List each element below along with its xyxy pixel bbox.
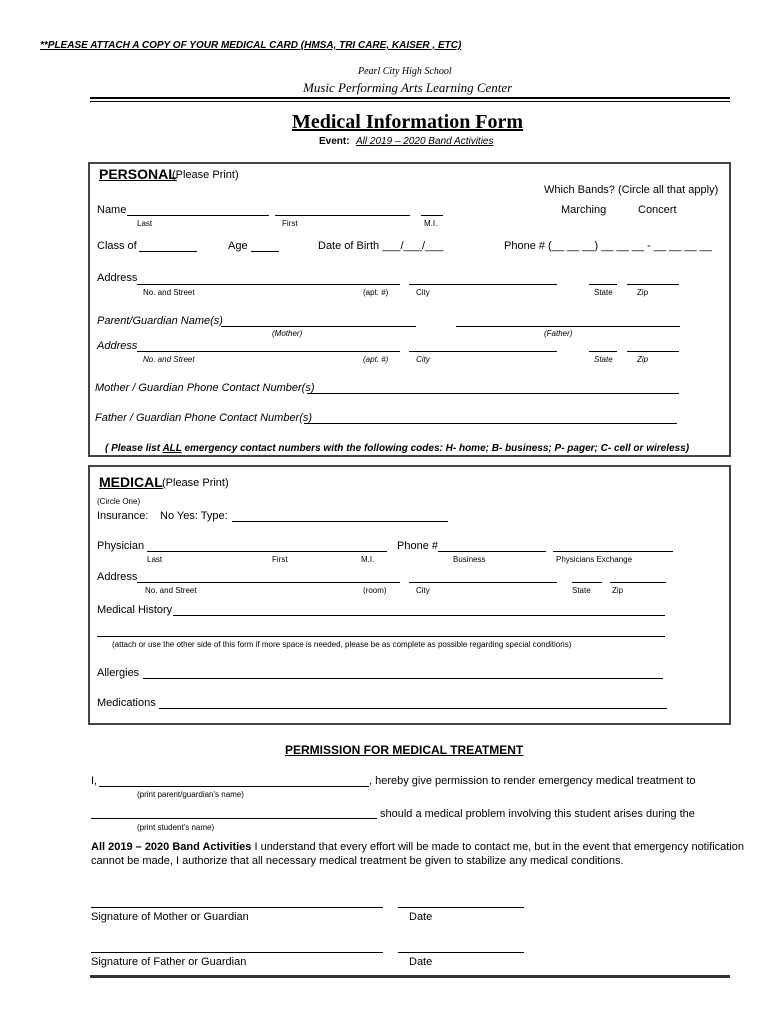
attach-card-notice: **PLEASE ATTACH A COPY OF YOUR MEDICAL CARD (HMSA, TRI CARE, KAISER , ETC) (40, 40, 462, 51)
city-field[interactable] (409, 284, 557, 285)
dob-field[interactable]: Date of Birth ___/___/___ (318, 240, 444, 252)
phys-sub-business: Business (453, 555, 486, 564)
history-note: (attach or use the other side of this form if more space is needed, please be as complete as possible regarding special conditions) (112, 640, 572, 649)
history-field[interactable] (173, 615, 665, 616)
personal-heading: PERSONAL (99, 166, 177, 182)
age-field[interactable] (251, 251, 279, 252)
form-title: Medical Information Form (292, 111, 524, 133)
phys-sub-zip: Zip (612, 586, 624, 595)
sub-street: No. and Street (143, 288, 195, 297)
mother-phone-label: Mother / Guardian Phone Contact Number(s) (95, 382, 315, 394)
city2-field[interactable] (409, 351, 557, 352)
phys-sub-exchange: Physicians Exchange (556, 555, 633, 564)
phys-address-label: Address (97, 571, 138, 583)
phys-zip-field[interactable] (610, 582, 666, 583)
perm-line1-post: , hereby give permission to render emergency medical treatment to (369, 775, 696, 787)
event-label: Event: (319, 136, 350, 147)
phys-sub-last: Last (147, 555, 163, 564)
sub-father: (Father) (544, 329, 573, 338)
perm-paragraph: All 2019 – 2020 Band Activities I understand that every effort will be made to contact me, but in the event that emergency notification (91, 841, 745, 853)
phys-street-field[interactable] (137, 582, 400, 583)
band-concert[interactable]: Concert (638, 204, 677, 216)
zip2-field[interactable] (627, 351, 679, 352)
sub-city2: City (416, 355, 430, 364)
insurance-options[interactable]: No Yes: Type: (160, 510, 228, 522)
parent-name-field[interactable] (99, 786, 369, 787)
sub-zip2: Zip (637, 355, 649, 364)
phys-sub-state: State (572, 586, 591, 595)
street2-field[interactable] (137, 351, 400, 352)
allergies-label: Allergies (97, 667, 140, 679)
zip-field[interactable] (627, 284, 679, 285)
sig-mother-label: Signature of Mother or Guardian (91, 911, 249, 923)
physician-label: Physician (97, 540, 145, 552)
school-name: Pearl City High School (358, 66, 452, 77)
mother-phone-field[interactable] (307, 393, 679, 394)
band-marching[interactable]: Marching (561, 204, 607, 216)
phys-sub-mi: M.I. (361, 555, 375, 564)
class-field[interactable] (139, 251, 197, 252)
date2-label: Date (409, 956, 433, 968)
sub-apt2: (apt. #) (363, 355, 389, 364)
guardian-label: Parent/Guardian Name(s) (97, 315, 223, 327)
sub-mother: (Mother) (272, 329, 303, 338)
phone-field[interactable]: Phone # (__ __ __) __ __ __ - __ __ __ __ (504, 240, 712, 252)
age-label: Age (228, 240, 248, 252)
allergies-field[interactable] (143, 678, 663, 679)
father-phone-label: Father / Guardian Phone Contact Number(s) (95, 412, 313, 424)
class-label: Class of (97, 240, 137, 252)
insurance-type-field[interactable] (232, 521, 448, 522)
sub-first: First (282, 219, 298, 228)
bands-question: Which Bands? (Circle all that apply) (544, 184, 719, 196)
insurance-label: Insurance: (97, 510, 149, 522)
phys-sub-first: First (272, 555, 288, 564)
date1-label: Date (409, 911, 433, 923)
history-label: Medical History (97, 604, 173, 616)
physician-phone-label: Phone # (397, 540, 438, 552)
physician-name-field[interactable] (147, 551, 387, 552)
date1-field[interactable] (398, 907, 524, 908)
phys-sub-room: (room) (363, 586, 387, 595)
phys-state-field[interactable] (572, 582, 602, 583)
medical-heading-note: (Please Print) (162, 477, 229, 489)
phys-sub-street: No. and Street (145, 586, 197, 595)
permission-heading: PERMISSION FOR MEDICAL TREATMENT (285, 743, 524, 757)
perm-line1-sub: (print parent/guardian's name) (137, 790, 244, 799)
sig-father-field[interactable] (91, 952, 383, 953)
sub-state2: State (594, 355, 613, 364)
medications-field[interactable] (159, 708, 667, 709)
physician-business-phone-field[interactable] (438, 551, 546, 552)
medications-label: Medications (97, 697, 156, 709)
sig-mother-field[interactable] (91, 907, 383, 908)
footer-rule (90, 975, 730, 978)
phys-city-field[interactable] (409, 582, 557, 583)
perm-line1-pre: I, (91, 775, 98, 787)
sig-father-label: Signature of Father or Guardian (91, 956, 247, 968)
mother-name-field[interactable] (221, 326, 416, 327)
name-label: Name (97, 204, 127, 216)
address2-label: Address (97, 340, 138, 352)
physician-exchange-field[interactable] (553, 551, 673, 552)
sub-state: State (594, 288, 613, 297)
sub-apt: (apt. #) (363, 288, 389, 297)
event-value: All 2019 – 2020 Band Activities (356, 136, 494, 147)
address-label: Address (97, 272, 138, 284)
father-name-field[interactable] (456, 326, 680, 327)
medical-heading: MEDICAL (99, 474, 163, 490)
state2-field[interactable] (589, 351, 617, 352)
sub-mi: M.I. (424, 219, 438, 228)
circle-one: (Circle One) (97, 497, 141, 506)
sub-last: Last (137, 219, 153, 228)
center-name: Music Performing Arts Learning Center (303, 80, 513, 95)
first-name-field[interactable] (275, 215, 410, 216)
student-name-field[interactable] (91, 818, 377, 819)
father-phone-field[interactable] (304, 423, 677, 424)
date2-field[interactable] (398, 952, 524, 953)
state-field[interactable] (589, 284, 617, 285)
medical-section (88, 465, 731, 725)
personal-heading-note: (Please Print) (172, 169, 239, 181)
last-name-field[interactable] (127, 215, 269, 216)
perm-line2-post: should a medical problem involving this student arises during the (380, 808, 695, 820)
perm-line2-sub: (print student's name) (137, 823, 215, 832)
sub-street2: No. and Street (143, 355, 195, 364)
mi-field[interactable] (421, 215, 443, 216)
emergency-note: ( Please list ALL emergency contact numbers with the following codes: H- home; B- business; P- pager; C- cell or wireless) (105, 443, 690, 454)
history-field-2[interactable] (97, 636, 665, 637)
sub-city: City (416, 288, 430, 297)
phys-sub-city: City (416, 586, 430, 595)
sub-zip: Zip (637, 288, 649, 297)
perm-paragraph-2: cannot be made, I authorize that all necessary medical treatment be given to stabilize any medical conditions. (91, 855, 624, 867)
street-field[interactable] (137, 284, 400, 285)
